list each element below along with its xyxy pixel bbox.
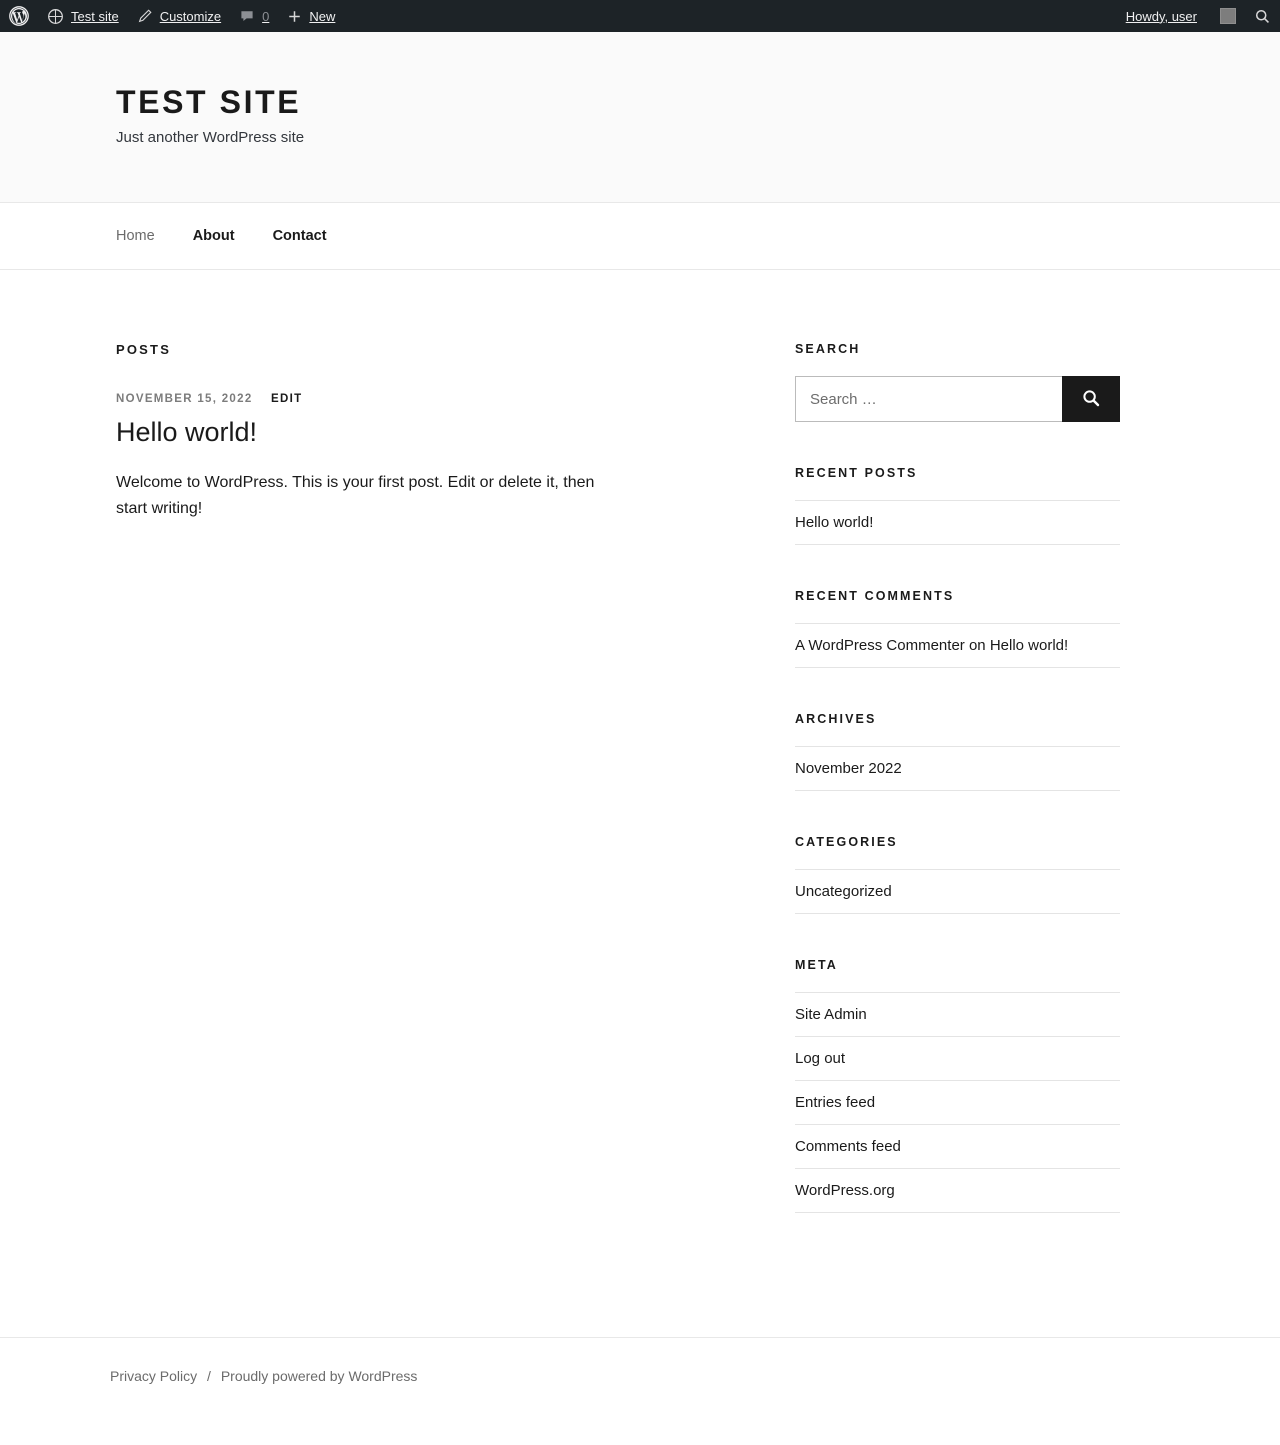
recent-post-link[interactable]: Hello world!	[795, 514, 874, 531]
search-input[interactable]	[795, 376, 1062, 422]
nav-item-about[interactable]	[193, 227, 235, 245]
meta-link-site-admin[interactable]: Site Admin	[795, 1006, 867, 1023]
admin-bar-wp-logo[interactable]	[0, 0, 38, 32]
nav-item-home[interactable]	[116, 227, 155, 245]
widget-recent-comments-title: RECENT COMMENTS	[795, 589, 955, 603]
main-content	[116, 342, 696, 523]
post-title[interactable]: Hello world!	[116, 417, 258, 447]
pencil-icon	[137, 8, 153, 24]
meta-link-entries-feed[interactable]: Entries feed	[795, 1094, 876, 1111]
footer-credit-link[interactable]: Proudly powered by WordPress	[220, 1368, 418, 1384]
avatar-icon	[1220, 8, 1236, 24]
comment-joiner: on	[968, 637, 986, 654]
search-submit-button[interactable]	[1062, 376, 1120, 422]
list-item[interactable]	[795, 870, 1120, 914]
sidebar	[795, 342, 1120, 1257]
nav-link-about[interactable]: About	[192, 228, 235, 244]
search-form	[795, 376, 1120, 422]
post-date-link[interactable]: NOVEMBER 15, 2022	[116, 393, 253, 405]
category-link[interactable]: Uncategorized	[795, 883, 892, 900]
admin-bar-customize-label: Customize	[159, 8, 222, 24]
page-title: POSTS	[116, 342, 172, 357]
post-article	[116, 393, 696, 523]
list-item[interactable]	[795, 1125, 1120, 1169]
admin-bar-right	[1117, 0, 1280, 32]
admin-bar-new[interactable]	[278, 0, 344, 32]
list-item[interactable]	[795, 1169, 1120, 1213]
admin-bar-new-label: New	[309, 8, 336, 24]
widget-archives-title: ARCHIVES	[795, 712, 877, 726]
meta-link-log-out[interactable]: Log out	[795, 1050, 846, 1067]
widget-recent-comments	[795, 589, 1120, 668]
search-icon	[1254, 8, 1271, 25]
admin-bar-site-name[interactable]	[38, 0, 128, 32]
list-item[interactable]	[795, 501, 1120, 545]
widget-categories-title: CATEGORIES	[795, 835, 898, 849]
admin-bar-site-name-label: Test site	[71, 8, 119, 24]
admin-bar-search-toggle[interactable]	[1245, 0, 1280, 32]
meta-link-wordpress-org[interactable]: WordPress.org	[795, 1182, 895, 1199]
site-title[interactable]: TEST SITE	[116, 84, 302, 120]
admin-bar-customize[interactable]	[128, 0, 230, 32]
comment-author-link[interactable]: A WordPress Commenter	[795, 637, 965, 654]
site-header	[0, 32, 1280, 203]
primary-navigation	[0, 203, 1280, 270]
widget-recent-posts	[795, 466, 1120, 545]
list-item[interactable]	[795, 993, 1120, 1037]
post-excerpt: Welcome to WordPress. This is your first post. Edit or delete it, then start writing!	[116, 474, 595, 518]
list-item[interactable]	[795, 624, 1120, 668]
admin-bar	[0, 0, 1280, 32]
widget-search-title: SEARCH	[795, 342, 861, 356]
admin-bar-comments-count: 0	[262, 8, 270, 24]
wordpress-logo-icon	[9, 6, 29, 26]
widget-categories	[795, 835, 1120, 914]
list-item[interactable]	[795, 747, 1120, 791]
widget-meta	[795, 958, 1120, 1213]
list-item[interactable]	[795, 1081, 1120, 1125]
site-description: Just another WordPress site	[116, 129, 305, 146]
search-icon	[1081, 388, 1101, 411]
content-area	[116, 270, 1164, 1337]
comment-bubble-icon	[239, 8, 255, 24]
list-item[interactable]	[795, 1037, 1120, 1081]
footer-separator: /	[207, 1368, 211, 1384]
widget-meta-title: META	[795, 958, 838, 972]
dashboard-icon	[47, 8, 64, 25]
site-footer	[0, 1337, 1280, 1424]
admin-bar-comments[interactable]	[230, 0, 278, 32]
archive-link[interactable]: November 2022	[795, 760, 902, 777]
post-meta	[116, 393, 696, 405]
nav-item-contact[interactable]	[273, 227, 327, 245]
admin-bar-my-account[interactable]	[1117, 0, 1245, 32]
widget-archives	[795, 712, 1120, 791]
meta-link-comments-feed[interactable]: Comments feed	[795, 1138, 901, 1155]
comment-post-link[interactable]: Hello world!	[989, 637, 1069, 654]
nav-link-contact[interactable]: Contact	[272, 228, 327, 244]
nav-link-home[interactable]: Home	[116, 228, 155, 244]
footer-privacy-policy-link[interactable]: Privacy Policy	[110, 1368, 198, 1384]
plus-icon	[287, 9, 302, 24]
post-edit-link[interactable]: EDIT	[271, 393, 303, 405]
widget-recent-posts-title: RECENT POSTS	[795, 466, 918, 480]
widget-search	[795, 342, 1120, 422]
admin-bar-howdy-label: Howdy, user	[1125, 8, 1197, 24]
